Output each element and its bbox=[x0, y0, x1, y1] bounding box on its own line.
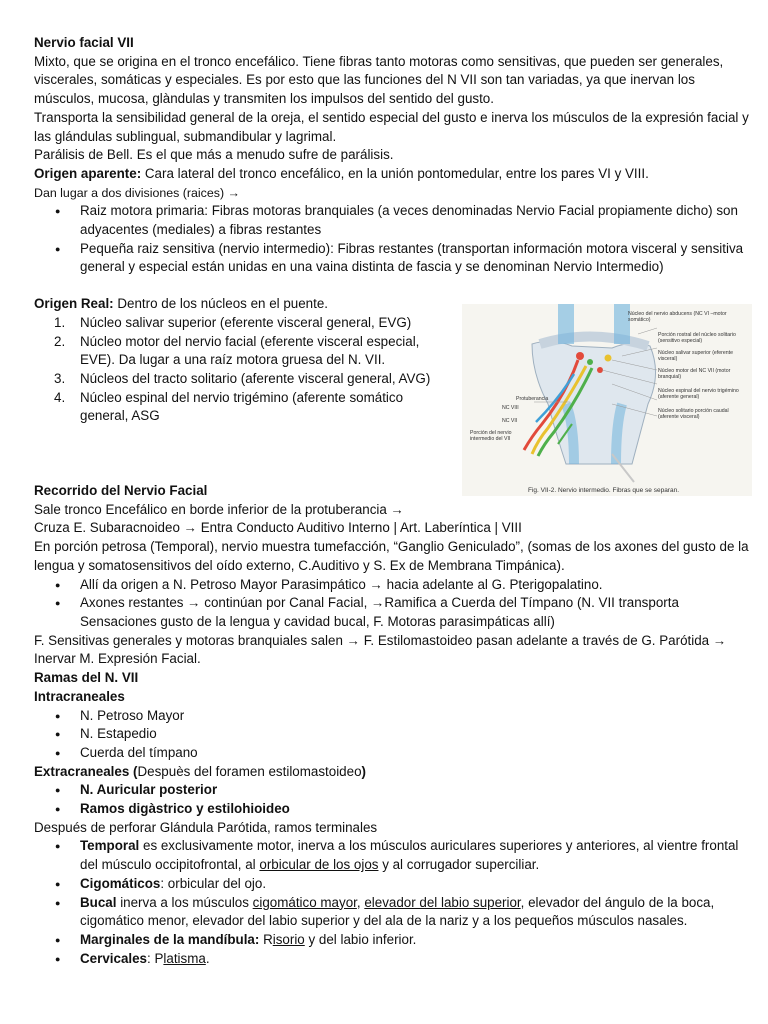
figure-label: Porción del nervio intermedio del VII bbox=[470, 430, 512, 442]
recorrido-line-1: Sale tronco Encefálico en borde inferior de la protuberancia → bbox=[34, 501, 404, 517]
figure-label: Núcleo espinal del nervio trigémino (aferente general) bbox=[658, 388, 739, 400]
list-item: ● N. Auricular posterior bbox=[34, 781, 754, 800]
figure-label: Núcleo motor del NC VII (motor branquial) bbox=[658, 368, 731, 380]
list-item bbox=[34, 333, 454, 370]
branch-text: R bbox=[259, 931, 273, 947]
branch-name: Cigomáticos bbox=[80, 875, 161, 891]
nucleos-list bbox=[34, 314, 454, 426]
list-item: ● Allí da origen a N. Petroso Mayor Parasimpático → hacia adelante al G. Pterigopalatino. bbox=[34, 576, 754, 595]
branch-name: Marginales de la mandíbula: bbox=[80, 931, 260, 947]
item-number: 1. bbox=[54, 314, 66, 330]
branch-text: : orbicular del ojo. bbox=[160, 875, 267, 891]
item-number: 3. bbox=[54, 370, 66, 386]
underlined-term: orbicular de los ojos bbox=[259, 857, 379, 873]
terminales-list bbox=[34, 837, 754, 968]
intro-paragraph-1: Mixto, que se origina en el tronco encefálico. Tiene fibras tanto motoras como sensitivas, que pueden ser generales, viscerales, somáticas y especiales. Es por esto que las funciones del N VII son tan variadas, ya que inervan los músculos, mucosa, glàndulas y transmiten los impulsos del sentido del gusto. bbox=[34, 53, 724, 107]
branch-text: . bbox=[205, 950, 210, 966]
list-item bbox=[34, 389, 454, 426]
list-item bbox=[34, 370, 454, 389]
branch-name: Temporal bbox=[80, 838, 140, 854]
recorrido-line-2: Cruza E. Subaracnoideo → Entra Conducto Auditivo Interno | Art. Laberíntica | VIII bbox=[34, 520, 522, 536]
branch-text: es exclusivamente motor, inerva a los músculos auriculares superiores y anteriores, al vientre frontal del músculo occipitofrontal, al bbox=[80, 838, 739, 873]
figure-label: Núcleo salivar superior (eferente visceral) bbox=[658, 350, 733, 362]
ramas-title: Ramas del N. VII bbox=[34, 670, 139, 686]
figure-label: Núcleo del nervio abducens (NC VI –motor somático) bbox=[628, 311, 727, 323]
item-number: 4. bbox=[54, 389, 66, 405]
figure-label: NC VIII bbox=[502, 405, 519, 411]
recorrido-line-4: F. Sensitivas generales y motoras branquiales salen → F. Estilomastoideo pasan adelante a través de G. Parótida → Inervar M. Expresión Facial. bbox=[34, 632, 727, 667]
origen-real-text: Dentro de los núcleos en el puente. bbox=[113, 296, 329, 312]
origen-real-block bbox=[34, 295, 454, 426]
divisiones-list bbox=[34, 202, 754, 277]
list-item: ● Cuerda del tímpano bbox=[34, 744, 754, 763]
origen-real bbox=[34, 295, 454, 314]
document-body bbox=[34, 34, 754, 968]
recorrido-line-3: En porción petrosa (Temporal), nervio muestra tumefacción, “Ganglio Geniculado”, (somas de los axones del gusto de la lengua y somatosensitivos del oído externo, C.Auditivo y S. Ex de Membrana Timpánica). bbox=[34, 539, 749, 573]
list-item: ● Ramos digàstrico y estilohioideo bbox=[34, 800, 754, 819]
spacer bbox=[34, 277, 754, 295]
origen-aparente-label: Origen aparente: bbox=[34, 165, 142, 181]
extracraneales-close: ) bbox=[361, 763, 366, 779]
branch-text: inerva a los músculos bbox=[116, 894, 253, 910]
figure-caption: Fig. VII-2. Nervio intermedio. Fibras que se separan. bbox=[528, 487, 680, 494]
figure-label: Porción rostral del núcleo solitario (sensitivo especial) bbox=[658, 332, 736, 344]
list-item: ● Raiz motora primaria: Fibras motoras branquiales (a veces denominadas Nervio Facial propiamente dicho) son adyacentes (mediales) a fibras restantes bbox=[34, 202, 754, 239]
intro-paragraph-3: Parálisis de Bell. Es el que más a menudo sufre de parálisis. bbox=[34, 147, 394, 163]
underlined-term: isorio bbox=[272, 931, 305, 947]
extracraneales-note: Despuès del foramen estilomastoideo bbox=[137, 763, 362, 779]
list-item: ● Axones restantes → continúan por Canal Facial, →Ramifica a Cuerda del Tímpano (N. VII transporta Sensaciones gusto de la lengua y cavidad bucal, F. Motoras parasimpáticas allí) bbox=[34, 594, 754, 631]
origen-real-label: Origen Real: bbox=[34, 296, 114, 312]
item-text: Núcleo espinal del nervio trigémino (aferente somático general, ASG bbox=[80, 389, 404, 424]
list-item bbox=[34, 894, 754, 931]
list-item bbox=[34, 875, 754, 894]
item-text: Núcleo salivar superior (eferente visceral general, EVG) bbox=[80, 314, 412, 330]
recorrido-list bbox=[34, 576, 754, 632]
item-text: Núcleo motor del nervio facial (eferente visceral especial, EVE). Da lugar a una raíz motora gruesa del N. VII. bbox=[80, 333, 420, 368]
list-item bbox=[34, 950, 754, 969]
figure-label: Núcleo solitario porción caudal (aferente visceral) bbox=[658, 408, 729, 420]
branch-text: y al corrugador superciliar. bbox=[378, 857, 540, 873]
branch-text: : P bbox=[147, 950, 164, 966]
anatomy-figure bbox=[462, 304, 752, 496]
underlined-term: cigomático mayor bbox=[252, 894, 357, 910]
terminales-intro: Después de perforar Glándula Parótida, ramos terminales bbox=[34, 819, 378, 835]
branch-text: , elevador del ángulo de la boca, cigomático menor, elevador del labio superior y del ala de la nariz y a los pequeños músculos nasales. bbox=[80, 894, 715, 929]
extracraneales-list bbox=[34, 781, 754, 818]
list-item bbox=[34, 314, 454, 333]
intracraneales-title: Intracraneales bbox=[34, 688, 125, 704]
item-number: 2. bbox=[54, 333, 66, 349]
branch-text: y del labio inferior. bbox=[304, 931, 417, 947]
item-text: Núcleos del tracto solitario (aferente visceral general, AVG) bbox=[80, 370, 431, 386]
list-item bbox=[34, 837, 754, 874]
underlined-term: latisma bbox=[163, 950, 206, 966]
figure-label: NC VII bbox=[502, 418, 518, 424]
recorrido-title: Recorrido del Nervio Facial bbox=[34, 483, 208, 499]
list-item: ● Pequeña raiz sensitiva (nervio intermedio): Fibras restantes (transportan información motora visceral y sensitiva general y especial están unidas en una vaina distinta de fascia y se denominan Nervio Intermedio) bbox=[34, 240, 754, 277]
branch-name: Bucal bbox=[80, 894, 117, 910]
intracraneales-list bbox=[34, 707, 754, 763]
origen-aparente-text: Cara lateral del tronco encefálico, en la unión pontomedular, entre los pares VI y VIII. bbox=[141, 165, 649, 181]
intro-paragraph-2: Transporta la sensibilidad general de la oreja, el sentido especial del gusto e inerva los músculos de la expresión facial y las glándulas sublingual, submandibular y lagrimal. bbox=[34, 109, 749, 144]
branch-name: Cervicales bbox=[80, 950, 148, 966]
list-item bbox=[34, 931, 754, 950]
list-item: ● N. Estapedio bbox=[34, 725, 754, 744]
extracraneales-title bbox=[34, 763, 754, 782]
figure-label: Protuberancia bbox=[516, 396, 549, 402]
origen-aparente bbox=[34, 165, 754, 184]
divisiones-line: Dan lugar a dos divisiones (raices) → bbox=[34, 185, 240, 200]
list-item: ● N. Petroso Mayor bbox=[34, 707, 754, 726]
page-title: Nervio facial VII bbox=[34, 35, 134, 50]
underlined-term: elevador del labio superior bbox=[364, 894, 521, 910]
branch-text: , bbox=[356, 894, 365, 910]
extracraneales-label: Extracraneales ( bbox=[34, 763, 138, 779]
